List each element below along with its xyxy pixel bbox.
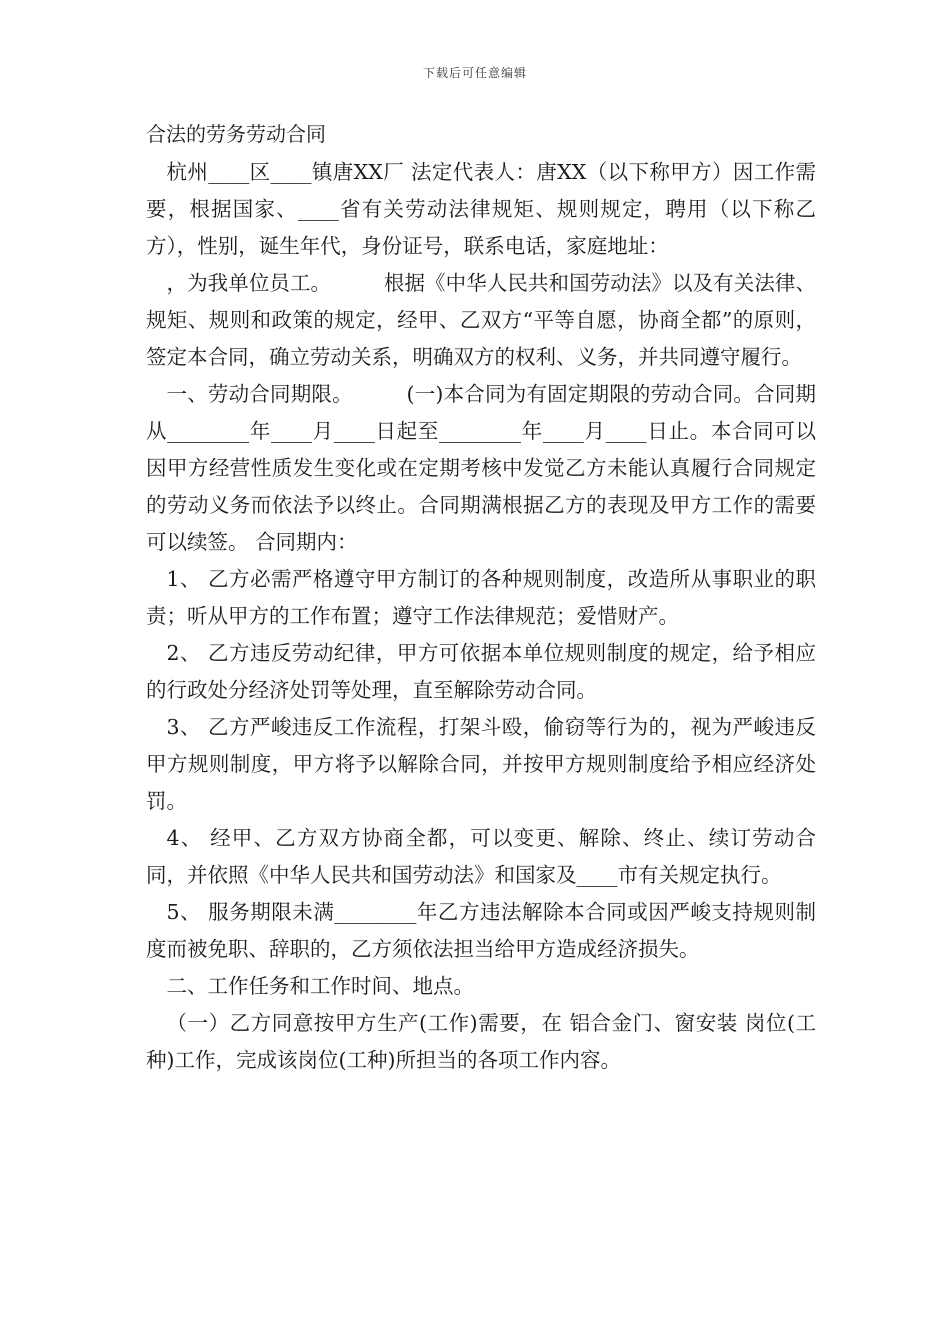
paragraph-item-4: 4、 经甲、乙方双方协商全都，可以变更、解除、终止、续订劳动合同，并依照《中华人民共和国劳动法》和国家及____市有关规定执行。 bbox=[146, 826, 816, 887]
document-title: 合法的劳务劳动合同 bbox=[146, 122, 326, 146]
paragraph-basis: ，为我单位员工。 根据《中华人民共和国劳动法》以及有关法律、规矩、规则和政策的规定，经甲、乙双方“平等自愿，协商全都”的原则，签定本合同，确立劳动关系，明确双方的权利、义务，并共同遵守履行。 bbox=[146, 271, 816, 369]
section-heading-2: 二、工作任务和工作时间、地点。 bbox=[166, 974, 474, 998]
paragraph-term: 一、劳动合同期限。 (一)本合同为有固定期限的劳动合同。合同期从________年____月____日起至________年____月____日止。本合同可以因甲方经营性质发生变化或在定期考核中发觉乙方未能认真履行合同规定的劳动义务而依法予以终止。合同期满根据乙方的表现及甲方工作的需要可以续签。 合同期内： bbox=[146, 382, 816, 554]
paragraph-item-2: 2、 乙方违反劳动纪律，甲方可依据本单位规则制度的规定，给予相应的行政处分经济处罚等处理，直至解除劳动合同。 bbox=[146, 641, 816, 702]
paragraph-item-1: 1、 乙方必需严格遵守甲方制订的各种规则制度，改造所从事职业的职责；听从甲方的工作布置；遵守工作法律规范；爱惜财产。 bbox=[146, 567, 816, 628]
paragraph-item-5: 5、 服务期限未满________年乙方违法解除本合同或因严峻支持规则制度而被免职、辞职的，乙方须依法担当给甲方造成经济损失。 bbox=[146, 900, 816, 961]
paragraph-item-3: 3、 乙方严峻违反工作流程，打架斗殴，偷窃等行为的，视为严峻违反甲方规则制度，甲方将予以解除合同，并按甲方规则制度给予相应经济处罚。 bbox=[146, 715, 816, 813]
paragraph-work-task: （一）乙方同意按甲方生产(工作)需要，在 铝合金门、窗安装 岗位(工种)工作，完成该岗位(工种)所担当的各项工作内容。 bbox=[146, 1011, 816, 1072]
download-note: 下载后可任意编辑 bbox=[422, 66, 527, 80]
paragraph-parties: 杭州____区____镇唐XX厂 法定代表人：唐XX（以下称甲方）因工作需要，根据国家、____省有关劳动法律规矩、规则规定，聘用（以下称乙方），性别，诞生年代，身份证号，联系电话，家庭地址： bbox=[146, 160, 816, 258]
contract-document bbox=[146, 118, 816, 1079]
